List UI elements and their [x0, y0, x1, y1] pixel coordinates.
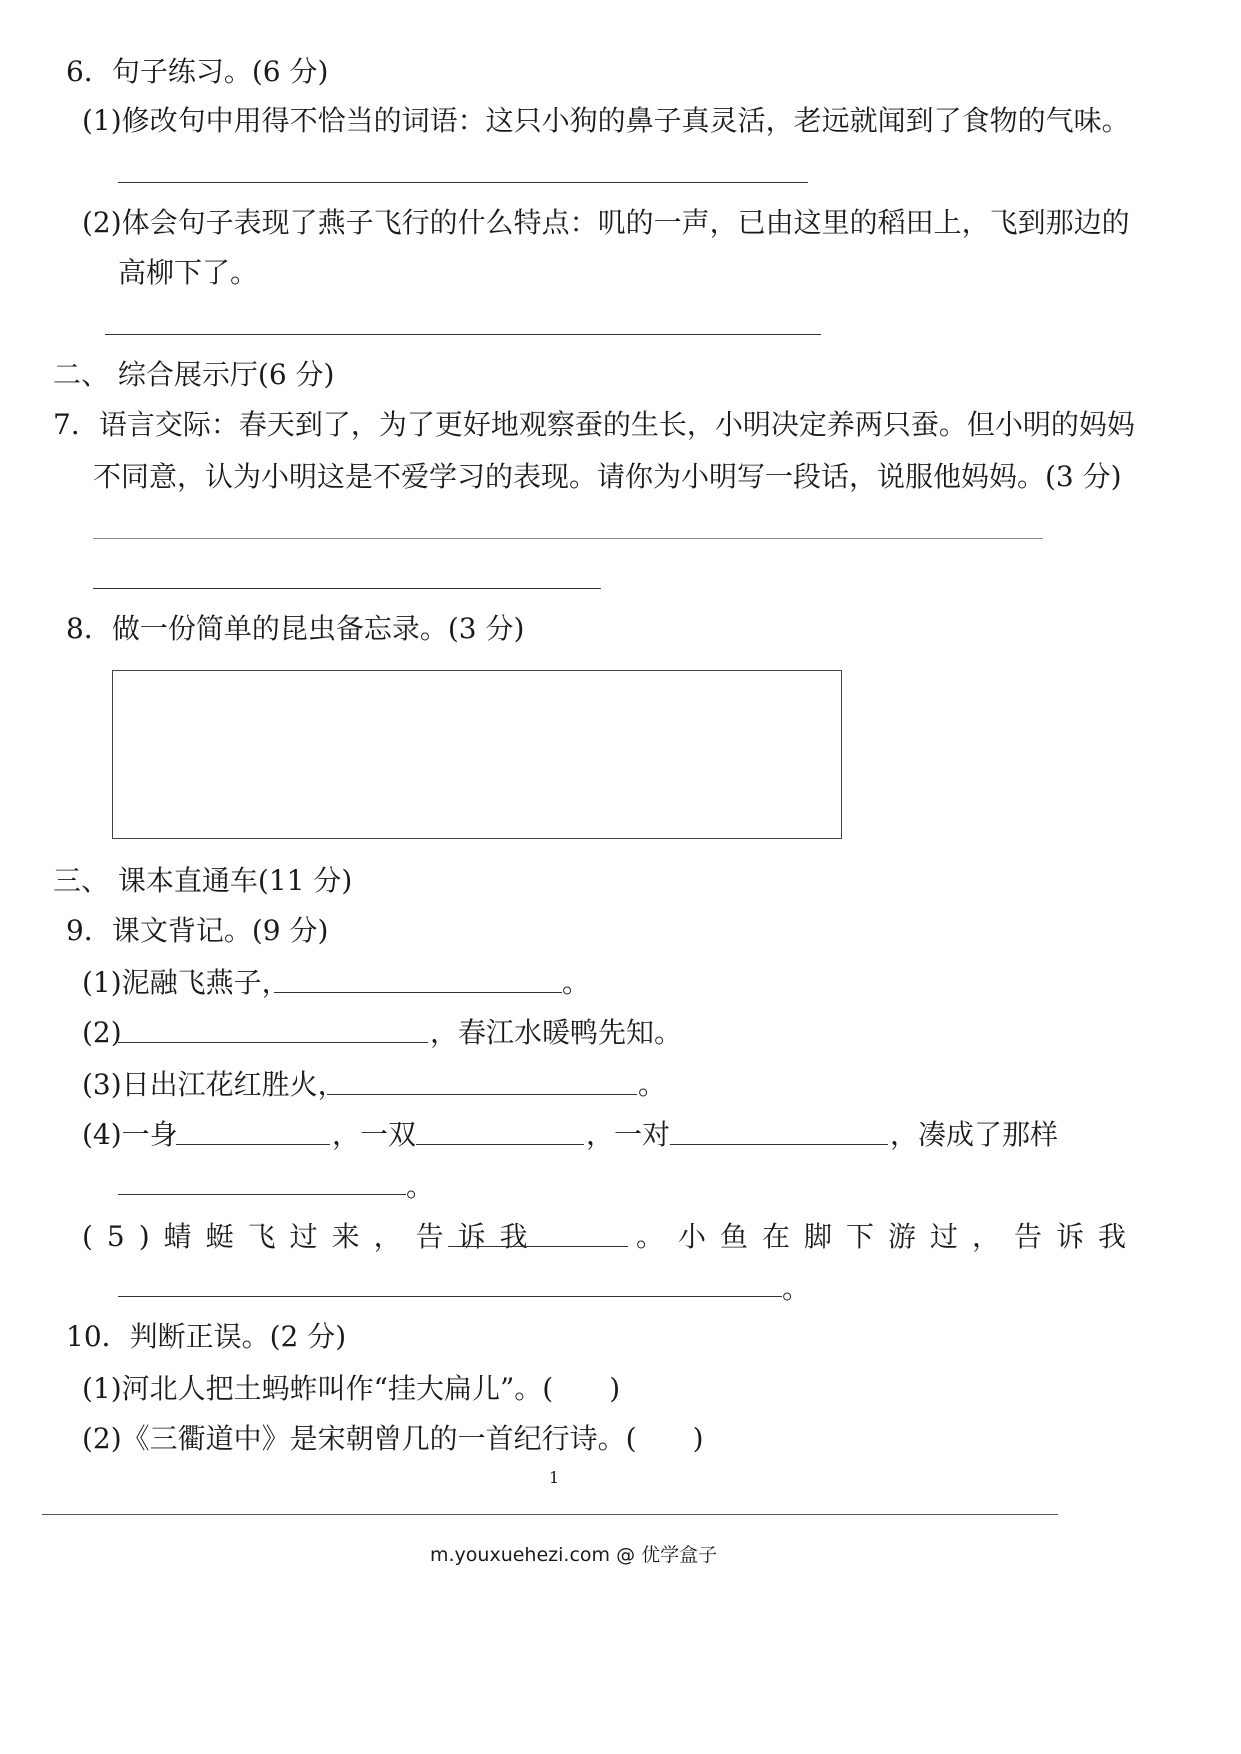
- blank-9-3[interactable]: [327, 1094, 637, 1095]
- answer-line-6-1[interactable]: [118, 182, 808, 183]
- judge-item-2: (2)《三衢道中》是宋朝曾几的一首纪行诗。( ): [82, 1422, 704, 1455]
- footer-divider: [42, 1514, 1058, 1515]
- recite-4-text-c: ，一对: [586, 1118, 671, 1151]
- question-9-title: 9．课文背记。(9 分): [66, 914, 329, 947]
- memo-answer-box[interactable]: [112, 670, 842, 839]
- recite-1-text: (1)泥融飞燕子，: [82, 966, 290, 999]
- question-10-title: 10．判断正误。(2 分): [66, 1320, 347, 1353]
- blank-9-2[interactable]: [118, 1042, 428, 1043]
- blank-9-4b[interactable]: [416, 1144, 584, 1145]
- section-3-heading: 三、 课本直通车(11 分): [53, 864, 353, 897]
- question-7-line-1: 7．语言交际：春天到了，为了更好地观察蚕的生长，小明决定养两只蚕。但小明的妈妈: [53, 408, 1135, 441]
- recite-2-label: (2): [82, 1016, 122, 1049]
- answer-line-7-2[interactable]: [93, 588, 601, 589]
- question-6-item-1: (1)修改句中用得不恰当的词语：这只小狗的鼻子真灵活，老远就闻到了食物的气味。: [82, 104, 1130, 137]
- recite-4-text-d: ，凑成了那样: [890, 1118, 1059, 1151]
- answer-line-7-1[interactable]: [93, 538, 1043, 539]
- recite-3-end: 。: [638, 1068, 667, 1101]
- recite-4-end: 。: [406, 1170, 435, 1203]
- question-8-title: 8．做一份简单的昆虫备忘录。(3 分): [66, 612, 525, 645]
- recite-4-text-b: ，一双: [332, 1118, 417, 1151]
- judge-item-1: (1)河北人把土蚂蚱叫作“挂大扁儿”。( ): [82, 1372, 621, 1405]
- footer-watermark: m.youxuehezi.com @ 优学盒子: [430, 1544, 718, 1566]
- recite-5-end: 。: [782, 1272, 811, 1305]
- answer-line-6-2[interactable]: [105, 334, 821, 335]
- recite-1-end: 。: [562, 966, 591, 999]
- recite-2-text: ，春江水暖鸭先知。: [430, 1016, 683, 1049]
- blank-9-1[interactable]: [274, 992, 562, 993]
- question-7-line-2: 不同意，认为小明这是不爱学习的表现。请你为小明写一段话，说服他妈妈。(3 分): [93, 460, 1122, 493]
- question-6-item-2-cont: 高柳下了。: [118, 256, 259, 289]
- question-6-item-2: (2)体会句子表现了燕子飞行的什么特点：叽的一声，已由这里的稻田上，飞到那边的: [82, 206, 1130, 239]
- blank-9-4a[interactable]: [176, 1144, 330, 1145]
- page-number: 1: [549, 1468, 560, 1487]
- recite-3-text: (3)日出江花红胜火，: [82, 1068, 346, 1101]
- recite-5-text-a: (5)蜻蜓飞过来，告诉我: [82, 1220, 542, 1253]
- blank-9-5b[interactable]: [118, 1296, 782, 1297]
- question-6-title: 6．句子练习。(6 分): [66, 55, 329, 88]
- blank-9-4c[interactable]: [670, 1144, 888, 1145]
- section-2-heading: 二、 综合展示厅(6 分): [53, 358, 335, 391]
- blank-9-5a[interactable]: [448, 1246, 628, 1247]
- recite-5-text-b: 。小鱼在脚下游过，告诉我: [636, 1220, 1141, 1253]
- recite-4-text-a: (4)一身: [82, 1118, 178, 1151]
- blank-9-4d[interactable]: [118, 1194, 406, 1195]
